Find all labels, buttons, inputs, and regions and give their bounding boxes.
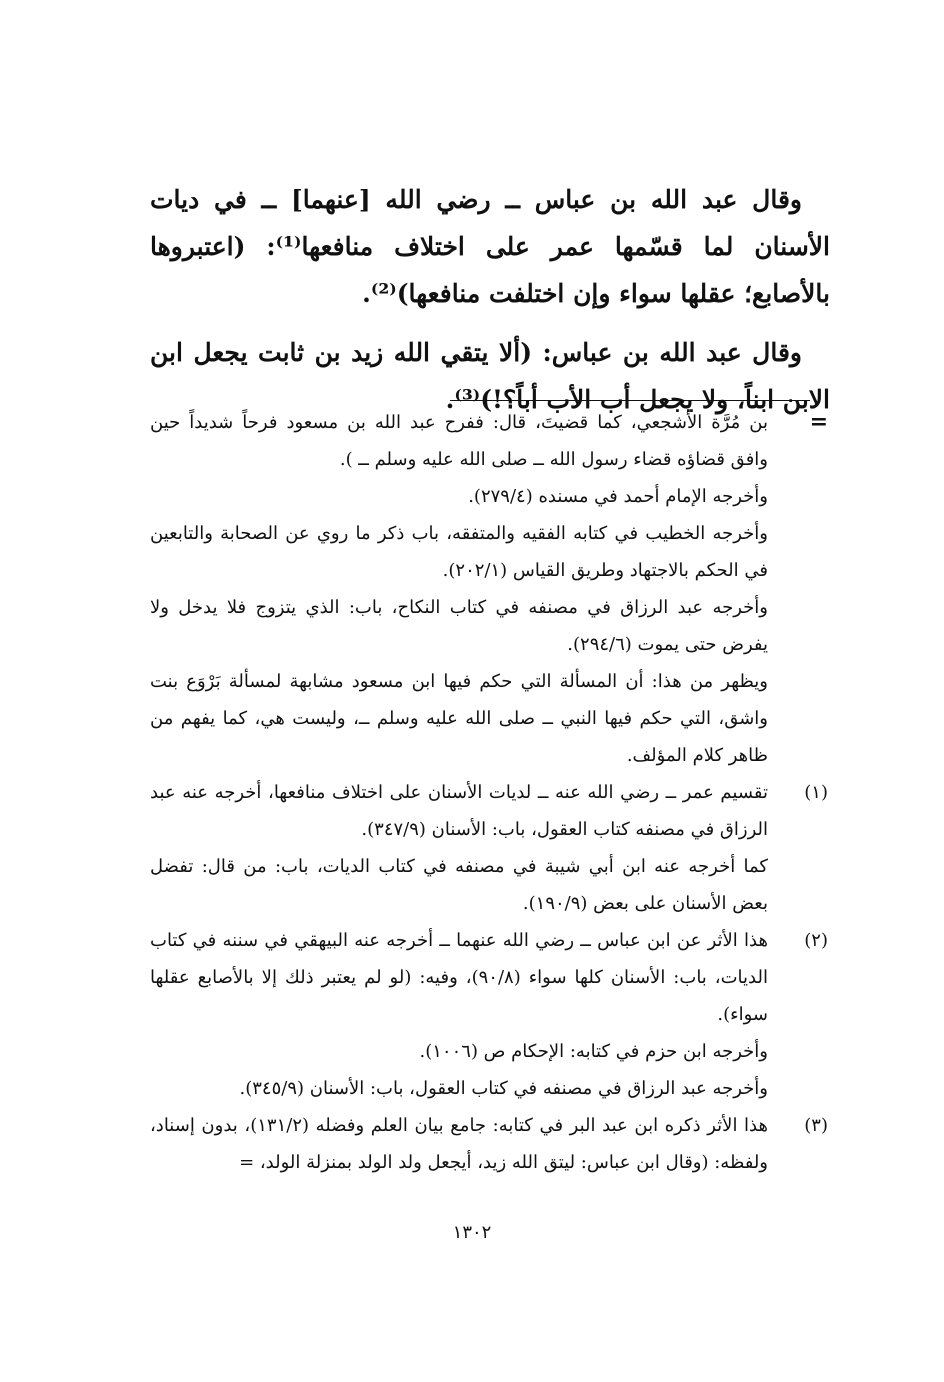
- page-number: ١٣٠٢: [452, 1222, 492, 1243]
- footnote-divider: [450, 400, 810, 401]
- main-paragraph-2: وقال عبد الله بن عباس: (ألا يتقي الله زيد بن ثابت يجعل ابن الابن ابناً، ولا يجعل أب الأب أباً؟!)⁽³⁾.: [150, 338, 830, 414]
- footnote-1: [150, 774, 828, 922]
- footnote-line: تقسيم عمر ــ رضي الله عنه ــ لديات الأسنان على اختلاف منافعها، أخرجه عنه عبد الرزاق في مصنفه كتاب العقول، باب: الأسنان (٣٤٧/٩).: [150, 782, 768, 840]
- footnote-line: هذا الأثر عن ابن عباس ــ رضي الله عنهما ــ أخرجه عنه البيهقي في سننه في كتاب الديات، باب: الأسنان كلها سواء (٩٠/٨)، وفيه: (لو لم يعتبر ذلك إلا بالأصابع عقلها سواء).: [150, 930, 768, 1025]
- footnote-line: كما أخرجه عنه ابن أبي شيبة في مصنفه في كتاب الديات، باب: من قال: تفضل بعض الأسنان على بعض (١٩٠/٩).: [150, 856, 768, 914]
- continuation-mark: =: [809, 409, 828, 435]
- footnote-2: [150, 922, 828, 1107]
- main-text: [150, 176, 830, 423]
- footnote-line: وأخرجه الخطيب في كتابه الفقيه والمتفقه، باب ذكر ما روي عن الصحابة والتابعين في الحكم بالاجتهاد وطريق القياس (٢٠٢/١).: [150, 523, 768, 581]
- main-paragraph-1: وقال عبد الله بن عباس ــ رضي الله [عنهما] ــ في ديات الأسنان لما قسّمها عمر على اختلاف منافعها⁽¹⁾: (اعتبروها بالأصابع؛ عقلها سواء وإن اختلفت منافعها)⁽²⁾.: [150, 185, 830, 308]
- footnote-line: ويظهر من هذا: أن المسألة التي حكم فيها ابن مسعود مشابهة لمسألة بَرْوَع بنت واشق، التي حكم فيها النبي ــ صلى الله عليه وسلم ــ، وليست هي، كما يفهم من ظاهر كلام المؤلف.: [150, 671, 768, 766]
- footnote-line: هذا الأثر ذكره ابن عبد البر في كتابه: جامع بيان العلم وفضله (١٣١/٢)، بدون إسناد، ولفظه: (وقال ابن عباس: ليتق الله زيد، أيجعل ولد الولد بمنزلة الولد، =: [150, 1115, 768, 1173]
- footnotes: [150, 404, 828, 1181]
- footnote-line: وأخرجه ابن حزم في كتابه: الإحكام ص (١٠٠٦).: [419, 1041, 768, 1062]
- footnote-number: (٢): [804, 930, 828, 951]
- footnote-3: [150, 1107, 828, 1181]
- footnote-line: وأخرجه عبد الرزاق في مصنفه في كتاب النكاح، باب: الذي يتزوج فلا يدخل ولا يفرض حتى يموت (٢٩٤/٦).: [150, 597, 768, 655]
- footnote-line: وأخرجه عبد الرزاق في مصنفه في كتاب العقول، باب: الأسنان (٣٤٥/٩).: [239, 1078, 768, 1099]
- footnote-number: (١): [804, 782, 828, 803]
- footnote-line: وأخرجه الإمام أحمد في مسنده (٢٧٩/٤).: [468, 486, 768, 507]
- footnote-line: بن مُرَّة الأشجعي، كما قضيتَ، قال: ففرح عبد الله بن مسعود فرحاً شديداً حين وافق قضاؤه قضاء رسول الله ــ صلى الله عليه وسلم ــ ).: [150, 412, 768, 470]
- footnote-number: (٣): [804, 1115, 828, 1136]
- footnote-continuation: [150, 404, 828, 774]
